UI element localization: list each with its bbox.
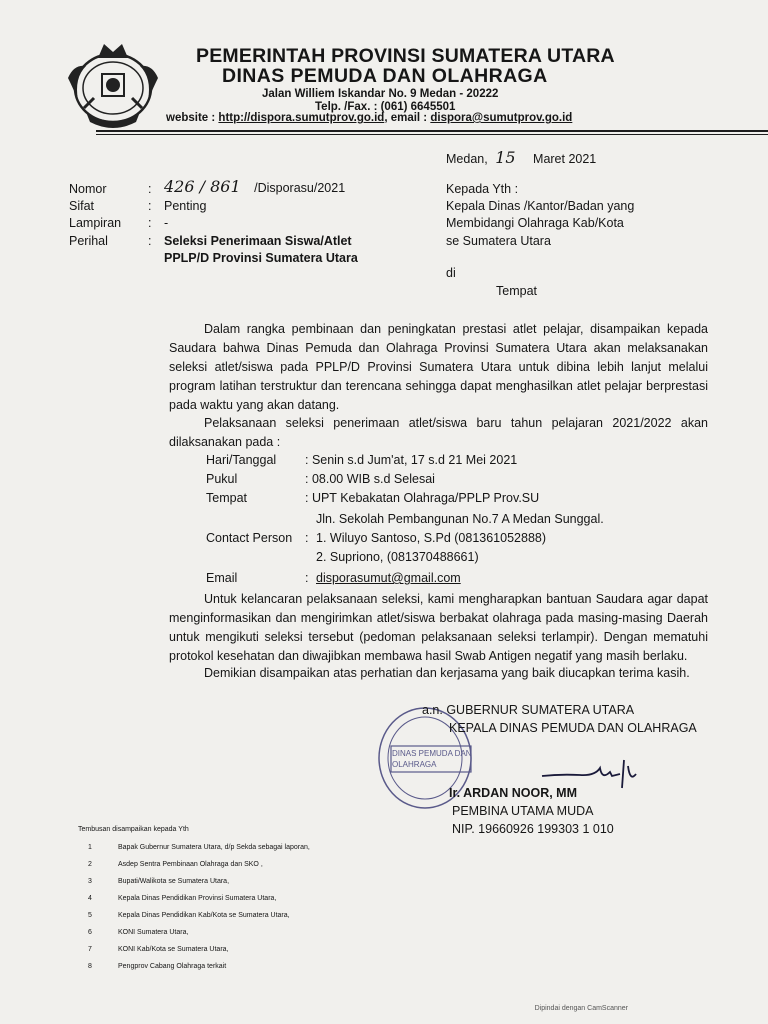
recipient-place: Tempat — [496, 284, 537, 298]
paragraph-3-text: Untuk kelancaran pelaksanaan seleksi, kami mengharapkan bantuan Saudara agar dapat menginformasikan dan mengirimkan atlet/siswa berbakat olahraga pada masing-masing Daerah untuk mengikuti seleksi tersebut (pedoman pelaksanaan seleksi terlampir). Dengan mematuhi protokol kesehatan dan diwajibkan membawa hasil Swab Antigen negatif yang masih berlaku. — [169, 592, 708, 663]
signatory-nip: NIP. 19660926 199303 1 010 — [452, 822, 614, 836]
letterhead-government: PEMERINTAH PROVINSI SUMATERA UTARA — [196, 45, 615, 67]
recipient-greeting: Kepada Yth : — [446, 182, 519, 196]
pukul-value: : 08.00 WIB s.d Selesai — [305, 472, 435, 486]
province-emblem-icon — [64, 38, 162, 130]
letterhead-divider-thin — [96, 134, 768, 135]
contact-value-2: 2. Supriono, (081370488661) — [316, 550, 479, 564]
signature-on-behalf: a.n. GUBERNUR SUMATERA UTARA — [422, 703, 635, 717]
stamp-text: DINAS PEMUDA DAN OLAHRAGA — [392, 749, 472, 769]
cc-number: 5 — [88, 912, 92, 919]
paragraph-2-text: Pelaksanaan seleksi penerimaan atlet/siswa baru tahun pelajaran 2021/2022 akan dilaksanakan pada : — [169, 416, 708, 449]
cc-number: 3 — [88, 878, 92, 885]
hari-value: : Senin s.d Jum'at, 17 s.d 21 Mei 2021 — [305, 453, 518, 467]
tempat-value-1: : UPT Kebakatan Olahraga/PPLP Prov.SU — [305, 491, 540, 505]
sifat-value: Penting — [164, 199, 207, 213]
cc-item: KONI Sumatera Utara, — [118, 929, 189, 936]
lampiran-label: Lampiran — [69, 216, 122, 230]
cc-number: 4 — [88, 895, 92, 902]
cc-item: Asdep Sentra Pembinaan Olahraga dan SKO , — [118, 861, 263, 868]
recipient-line-4: se Sumatera Utara — [446, 234, 551, 248]
cc-item: Bupati/Walikota se Sumatera Utara, — [118, 878, 230, 885]
signatory-name: Ir. ARDAN NOOR, MM — [449, 786, 578, 800]
cc-number: 6 — [88, 929, 92, 936]
recipient-line-3: Membidangi Olahraga Kab/Kota — [446, 216, 624, 230]
signature-position: KEPALA DINAS PEMUDA DAN OLAHRAGA — [449, 721, 697, 735]
paragraph-2 — [169, 414, 708, 452]
cc-item: Kepala Dinas Pendidikan Kab/Kota se Sumatera Utara, — [118, 912, 290, 919]
tempat-value-2: Jln. Sekolah Pembangunan No.7 A Medan Sunggal. — [316, 512, 604, 526]
sifat-label: Sifat — [69, 199, 95, 213]
paragraph-3 — [169, 590, 708, 666]
letter-date — [446, 148, 596, 167]
perihal-line-1: Seleksi Penerimaan Siswa/Atlet — [164, 234, 352, 248]
contact-label: Contact Person — [206, 531, 293, 545]
paragraph-1 — [169, 320, 708, 415]
cc-item: Pengprov Cabang Olahraga terkait — [118, 963, 227, 970]
cc-title: Tembusan disampaikan kepada Yth — [78, 826, 189, 833]
tempat-label: Tempat — [206, 491, 247, 505]
paragraph-4-text: Demikian disampaikan atas perhatian dan kerjasama yang baik diucapkan terima kasih. — [204, 666, 690, 680]
cc-item: Bapak Gubernur Sumatera Utara, d/p Sekda sebagai laporan, — [118, 844, 310, 851]
date-month-year: Maret 2021 — [533, 152, 597, 166]
cc-item: Kepala Dinas Pendidikan Provinsi Sumatera Utara, — [118, 895, 277, 902]
date-place: Medan, — [446, 152, 488, 166]
nomor-label: Nomor — [69, 182, 107, 196]
pukul-label: Pukul — [206, 472, 238, 486]
email-detail-colon: : — [305, 571, 309, 585]
perihal-label: Perihal — [69, 234, 108, 248]
website-link[interactable]: http://dispora.sumutprov.go.id — [218, 112, 385, 124]
nomor-value — [164, 177, 345, 196]
lampiran-value: - — [164, 216, 169, 230]
letterhead-divider — [96, 130, 768, 132]
email-label: , email : — [384, 112, 428, 124]
letterhead-phone: Telp. /Fax. : (061) 6645501 — [315, 101, 456, 113]
perihal-colon: : — [148, 234, 152, 248]
cc-number: 8 — [88, 963, 92, 970]
nomor-colon: : — [148, 182, 152, 196]
email-detail-link[interactable]: disporasumut@gmail.com — [316, 571, 461, 585]
recipient-line-2: Kepala Dinas /Kantor/Badan yang — [446, 199, 635, 213]
date-day-handwritten: 15 — [495, 148, 516, 167]
cc-number: 2 — [88, 861, 92, 868]
email-link[interactable]: dispora@sumutprov.go.id — [430, 112, 573, 124]
letterhead-contacts — [166, 112, 572, 124]
cc-number: 7 — [88, 946, 92, 953]
nomor-handwritten: 426 / 861 — [164, 177, 241, 196]
contact-colon: : — [305, 531, 309, 545]
email-detail-label: Email — [206, 571, 238, 585]
scanner-watermark: Dipindai dengan CamScanner — [534, 1005, 628, 1012]
paragraph-4 — [169, 664, 708, 683]
perihal-line-2: PPLP/D Provinsi Sumatera Utara — [164, 251, 358, 265]
letterhead-address: Jalan Williem Iskandar No. 9 Medan - 20222 — [262, 88, 499, 100]
website-label: website : — [166, 112, 216, 124]
nomor-suffix: /Disporasu/2021 — [254, 181, 346, 195]
hari-label: Hari/Tanggal — [206, 453, 277, 467]
sifat-colon: : — [148, 199, 152, 213]
recipient-di: di — [446, 266, 456, 280]
cc-number: 1 — [88, 844, 92, 851]
letterhead-agency: DINAS PEMUDA DAN OLAHRAGA — [222, 65, 548, 87]
signatory-rank: PEMBINA UTAMA MUDA — [452, 804, 594, 818]
lampiran-colon: : — [148, 216, 152, 230]
cc-item: KONI Kab/Kota se Sumatera Utara, — [118, 946, 229, 953]
paragraph-1-text: Dalam rangka pembinaan dan peningkatan prestasi atlet pelajar, disampaikan kepada Saudara bahwa Dinas Pemuda dan Olahraga Provinsi Sumatera Utara akan melaksanakan seleksi atlet/siswa pada PPLP/D Provinsi Sumatera Utara untuk dibina lebih lanjut melalui program latihan terstruktur dan terencana sehingga dapat menghasilkan atlet pelajar berprestasi pada waktu yang akan datang. — [169, 322, 708, 412]
contact-value-1: 1. Wiluyo Santoso, S.Pd (081361052888) — [316, 531, 547, 545]
